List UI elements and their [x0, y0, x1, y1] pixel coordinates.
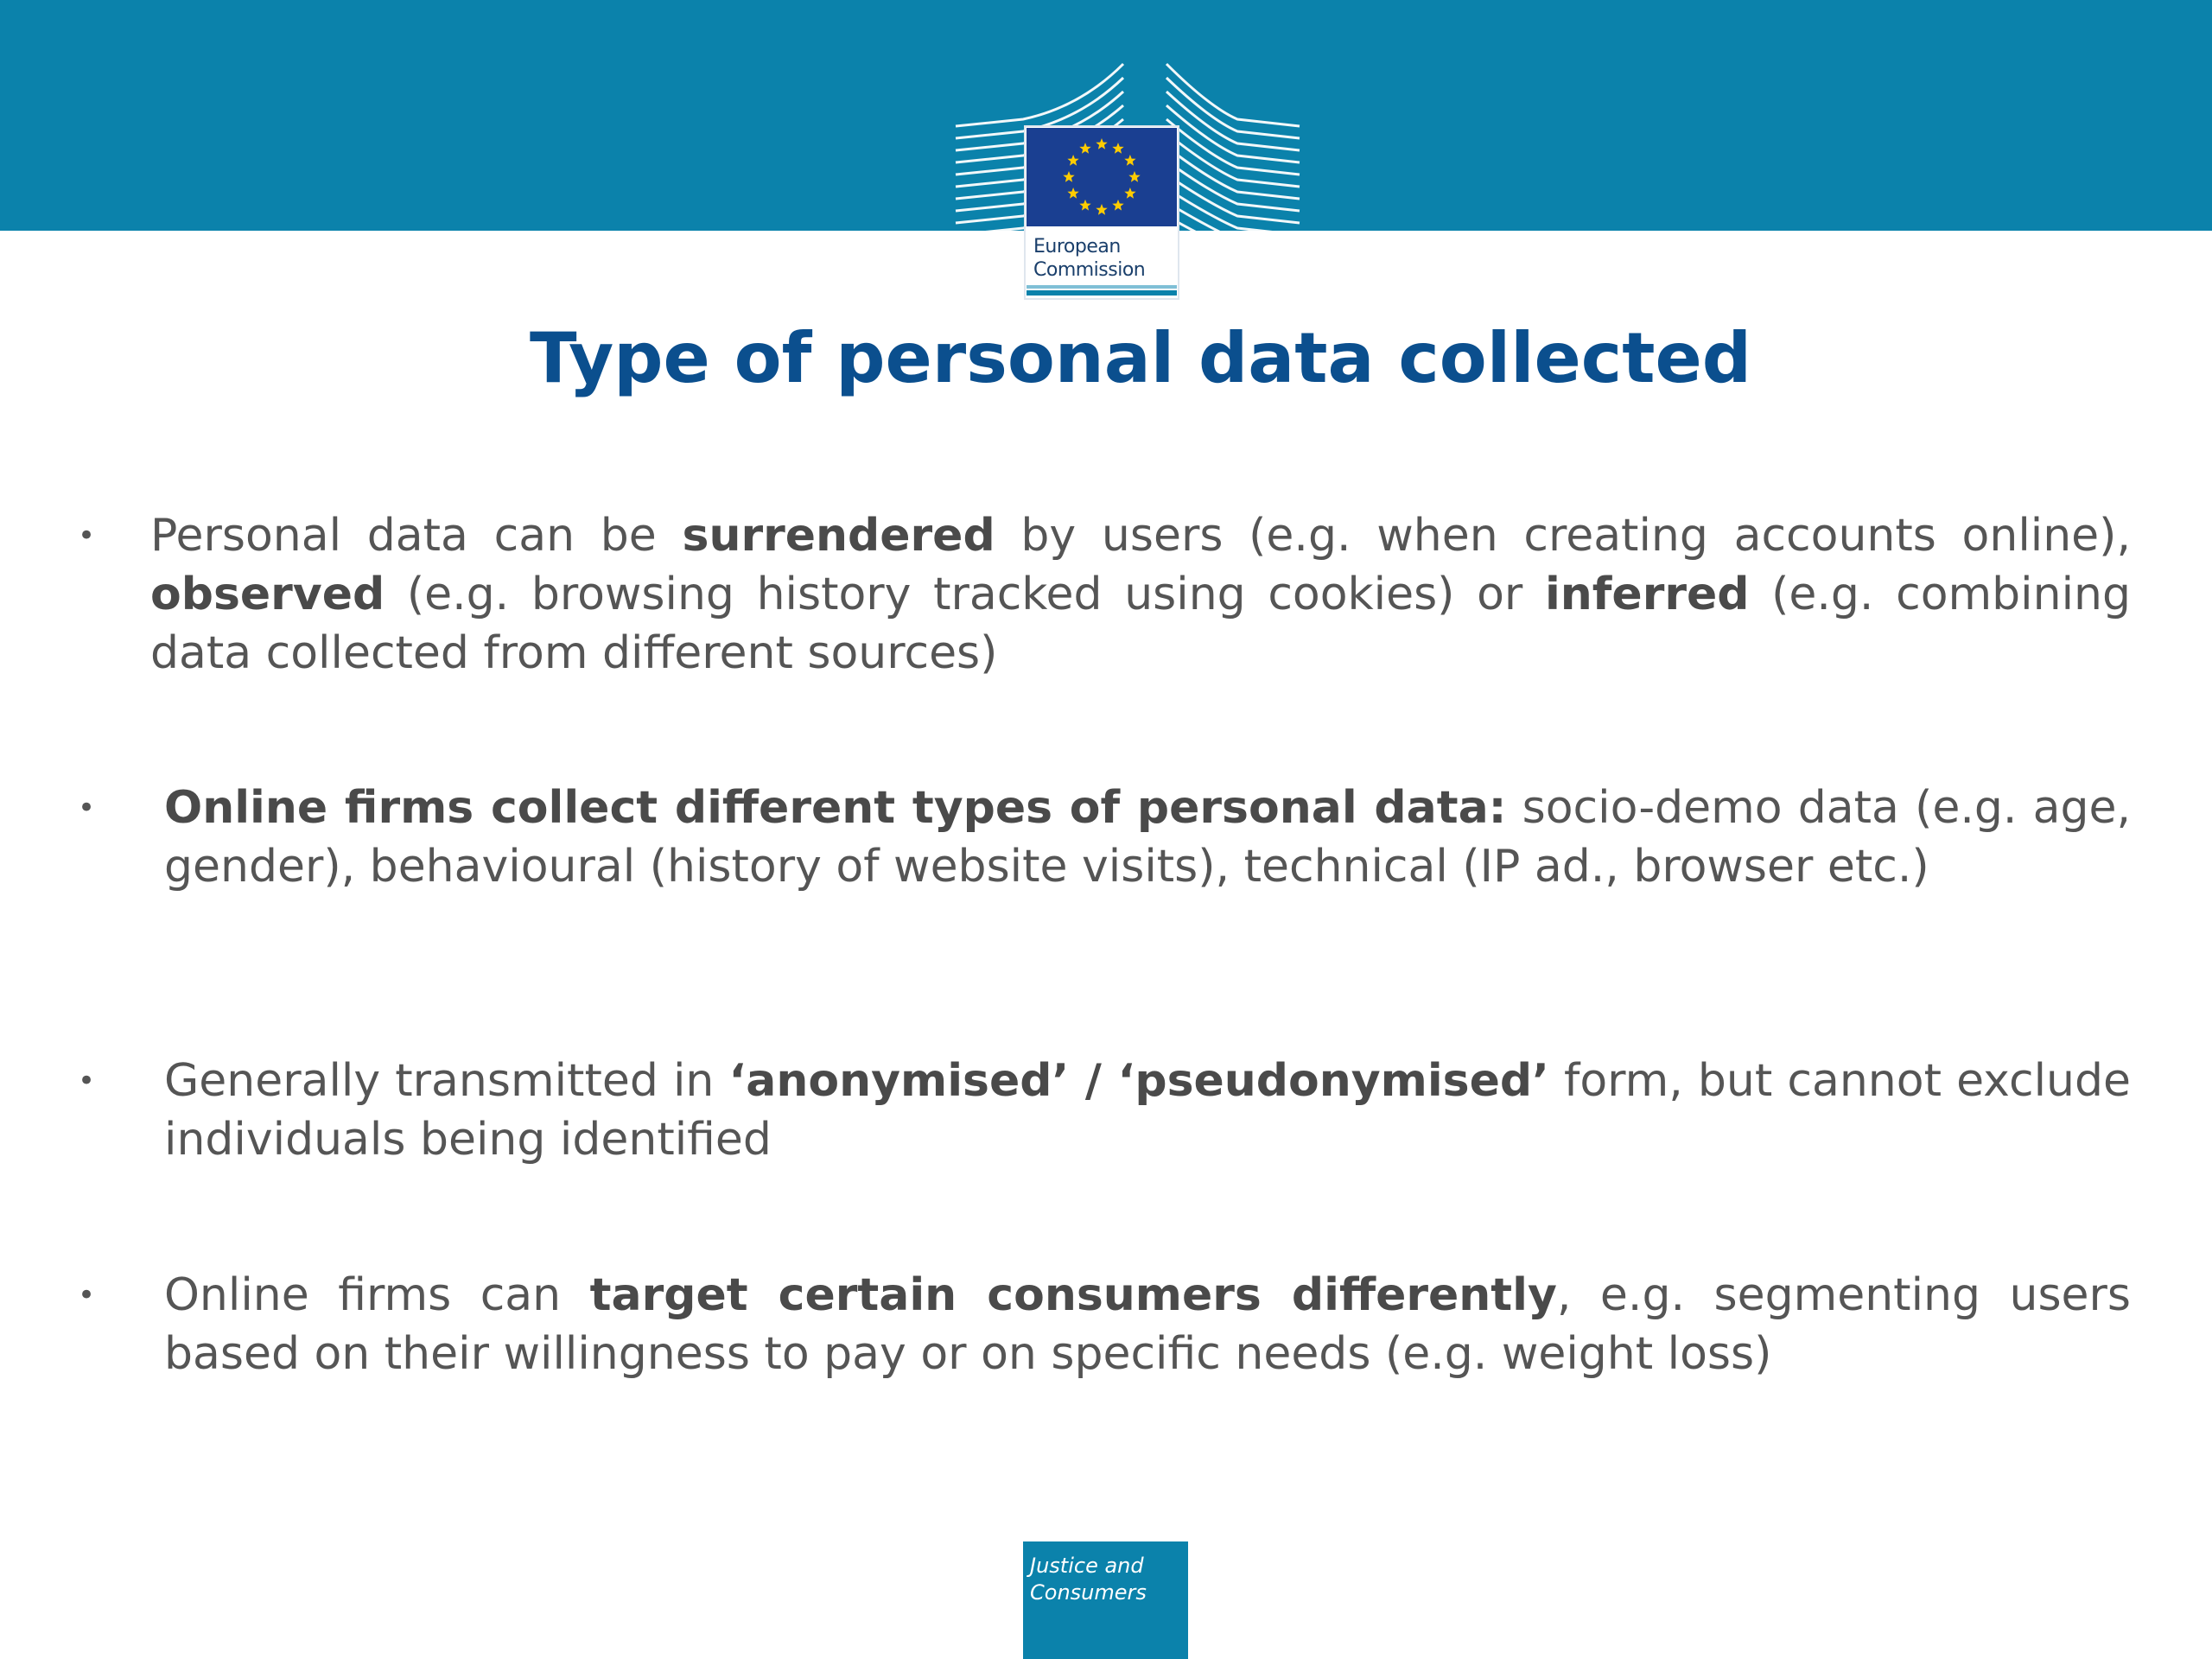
text-run: Personal data can be	[150, 510, 683, 562]
text-run: (e.g. browsing history tracked using cookies) or	[385, 569, 1545, 620]
text-run: form, but cannot exclude individuals being identified	[164, 1055, 2132, 1166]
text-run: Online firms can	[164, 1269, 590, 1321]
text-run: socio-demo data (e.g. age, gender), behavioural (history of website visits), technical (IP ad., browser etc.)	[164, 782, 2131, 893]
logo-caption-line1: European	[1033, 236, 1121, 257]
bullet-text	[164, 1052, 2131, 1169]
bullet-text	[150, 506, 2131, 683]
page-title: Type of personal data collected	[530, 318, 1751, 398]
bold-phrase: target certain consumers differently	[589, 1269, 1557, 1321]
bullet-dot-icon: •	[78, 518, 96, 553]
bold-phrase: Online firms collect different types of personal data:	[164, 782, 1507, 834]
bullet-dot-icon: •	[78, 1278, 96, 1313]
bullet-dot-icon: •	[78, 1064, 96, 1098]
text-run: , e.g. segmenting users based on their willingness to pay or on specific needs (e.g. weight loss)	[164, 1269, 2132, 1380]
bold-phrase: ‘anonymised’ / ‘pseudonymised’	[728, 1055, 1549, 1107]
logo-caption-line2: Commission	[1033, 259, 1146, 281]
text-run: (e.g. combining data collected from different sources)	[150, 569, 2131, 679]
bullet-text	[164, 1266, 2131, 1383]
bold-phrase: inferred	[1544, 569, 1750, 620]
text-run: Generally transmitted in	[164, 1055, 729, 1107]
bullet-dot-icon: •	[78, 791, 96, 825]
footer-line2: Consumers	[1030, 1580, 1147, 1605]
bullet-text	[164, 779, 2131, 896]
footer-line1: Justice and	[1030, 1554, 1144, 1578]
text-run: by users (e.g. when creating accounts online),	[995, 510, 2131, 562]
bold-phrase: observed	[150, 569, 385, 620]
footer-dg-label	[1023, 1541, 1188, 1659]
bold-phrase: surrendered	[682, 510, 995, 562]
